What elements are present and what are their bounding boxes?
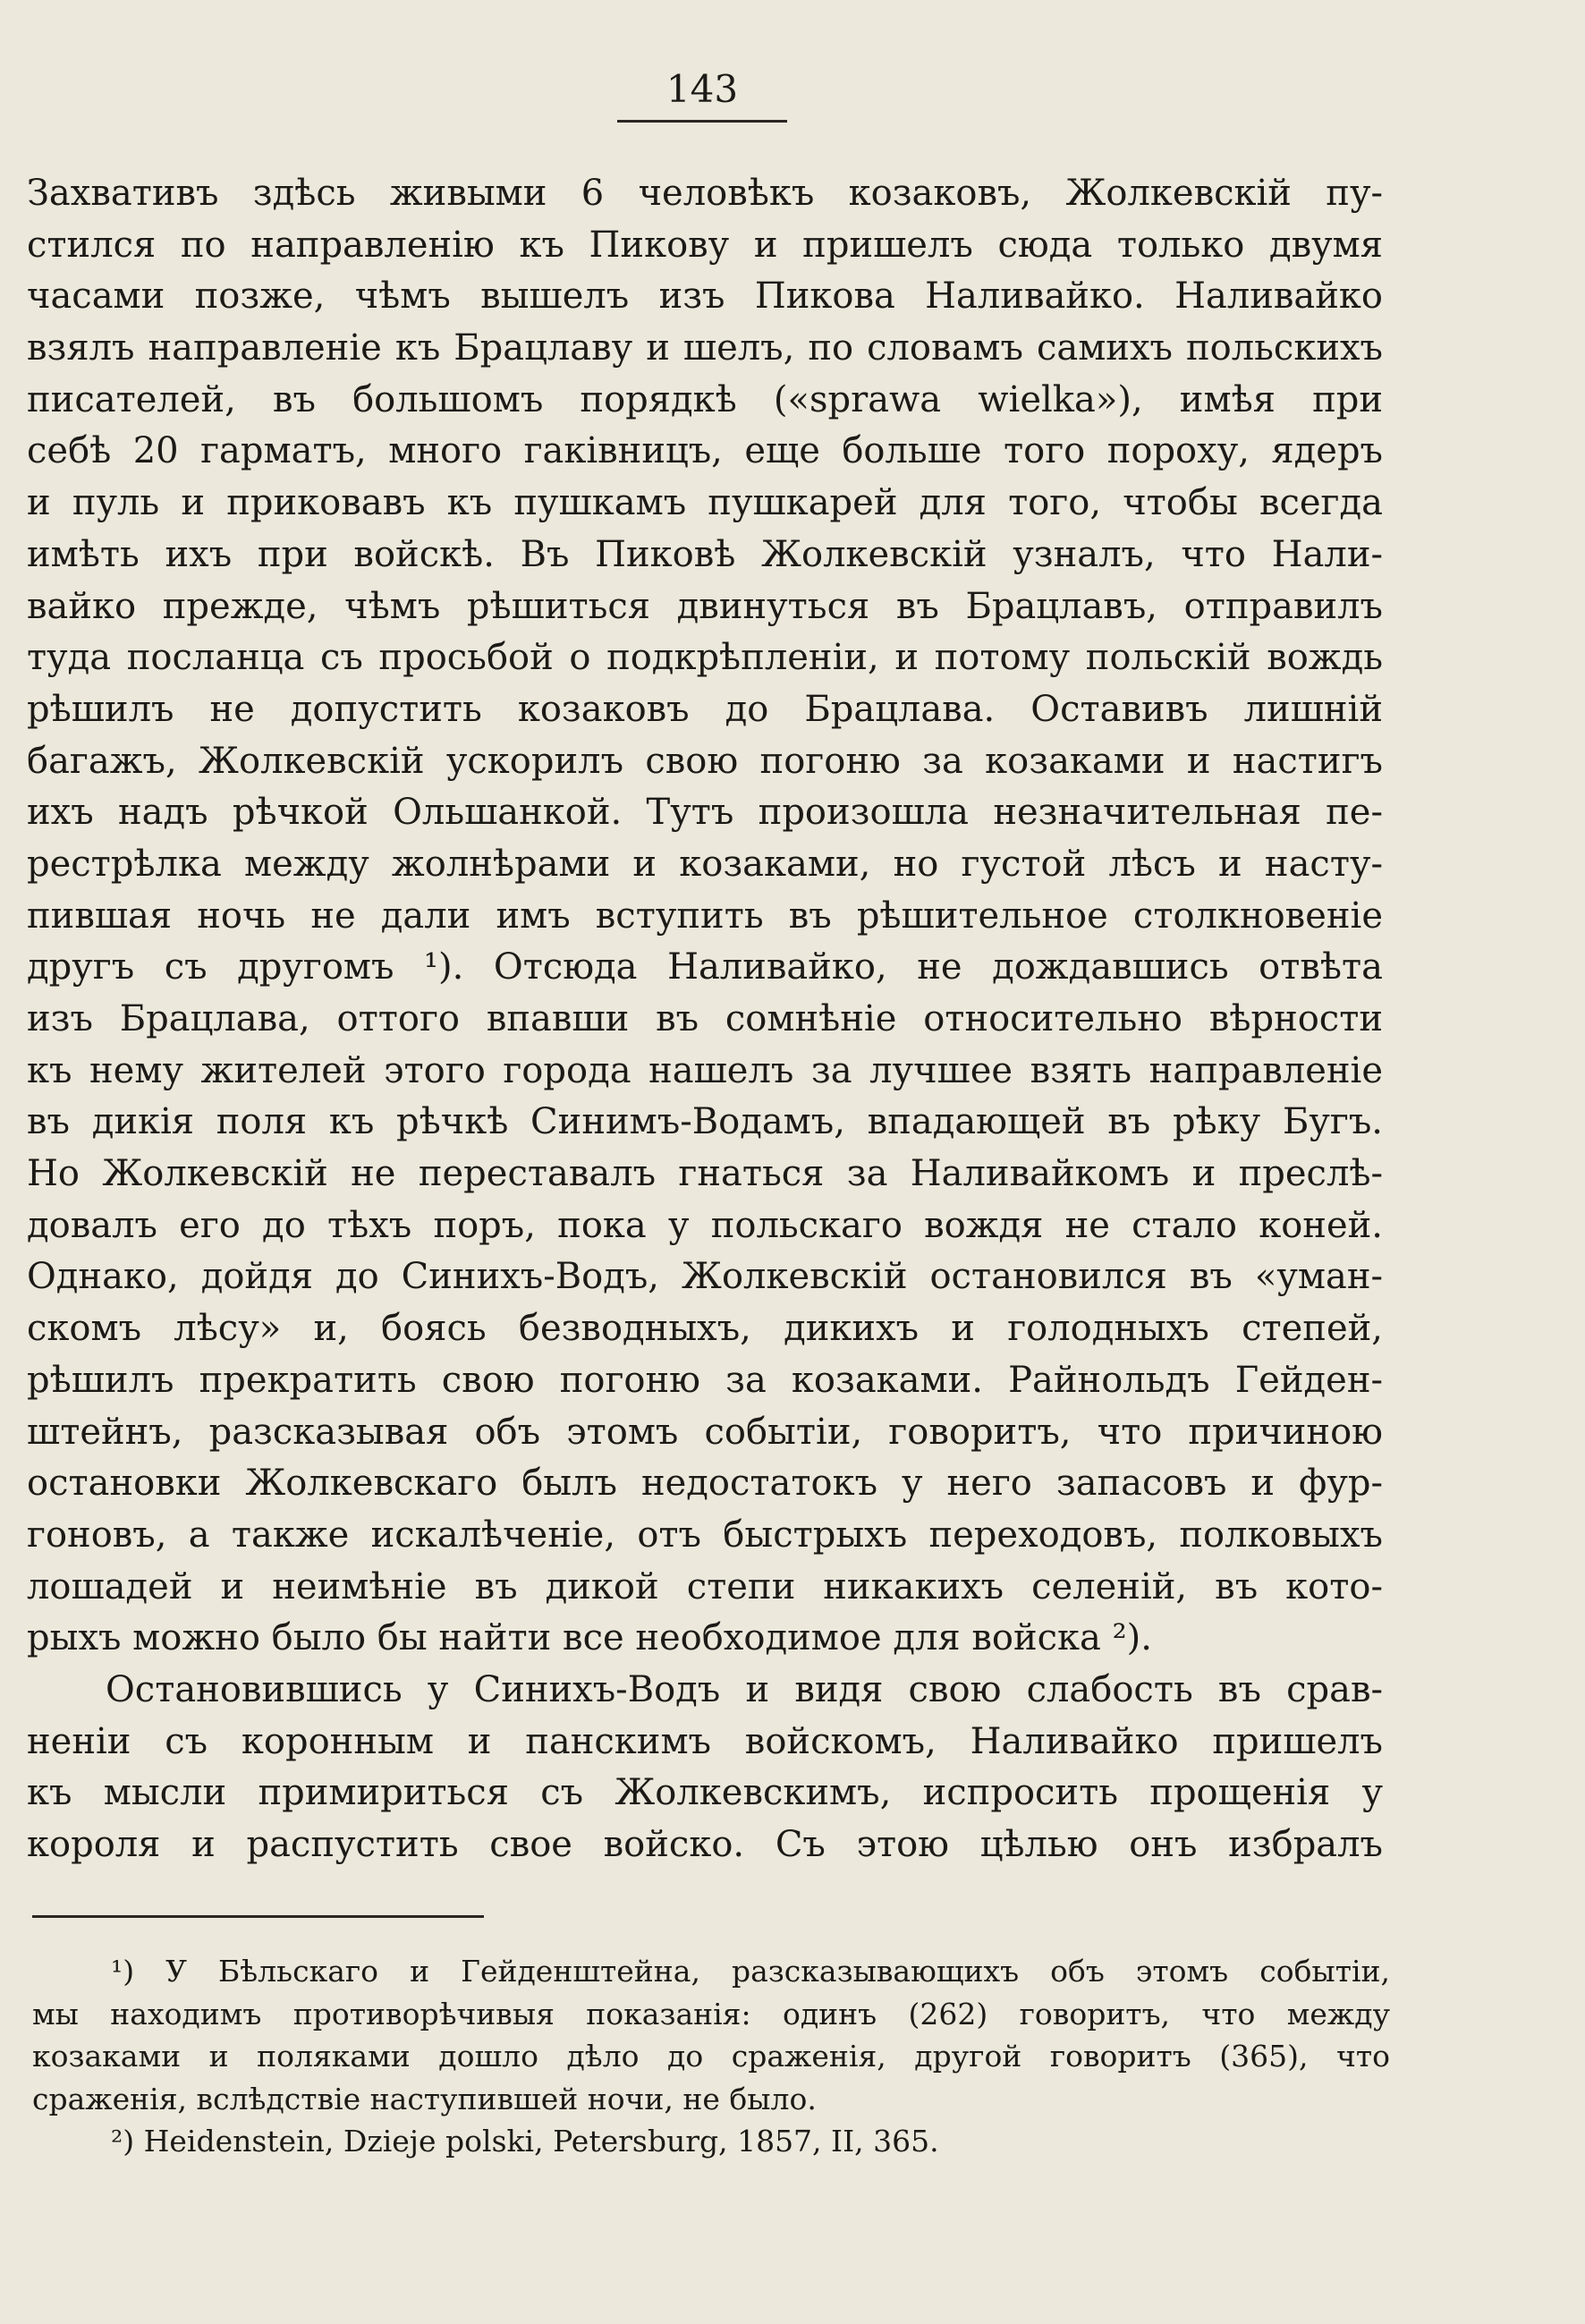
- text-line: къ нему жителей этого города нашелъ за лучшее взять направленіе: [27, 1049, 1383, 1091]
- text-line: довалъ его до тѣхъ поръ, пока у польскаго вождя не стало коней.: [27, 1204, 1383, 1246]
- text-line: Захвативъ здѣсь живыми 6 человѣкъ козаковъ, Жолкевскій пу-: [27, 173, 1383, 214]
- footnote-line: мы находимъ противорѣчивыя показанія: одинъ (262) говоритъ, что между: [32, 1996, 1390, 2031]
- text-line: изъ Брацлава, оттого впавши въ сомнѣніе относительно вѣрности: [27, 998, 1383, 1039]
- footnote-line: ²) Heidenstein, Dzieje polski, Petersburg, 1857, II, 365.: [111, 2124, 939, 2159]
- text-line: неніи съ коронным и панскимъ войскомъ, Наливайко пришелъ: [27, 1720, 1383, 1762]
- text-line: вайко прежде, чѣмъ рѣшиться двинуться въ Брацлавъ, отправилъ: [27, 585, 1383, 627]
- text-line: рестрѣлка между жолнѣрами и козаками, но густой лѣсъ и насту-: [27, 843, 1383, 885]
- text-line: Остановившись у Синихъ-Водъ и видя свою слабость въ срав-: [106, 1668, 1383, 1710]
- text-line: часами позже, чѣмъ вышелъ изъ Пикова Наливайко. Наливайко: [27, 276, 1383, 318]
- main-text: [27, 168, 1383, 1871]
- page-number-rule: [617, 120, 787, 123]
- text-line: другъ съ другомъ ¹). Отсюда Наливайко, не дождавшись отвѣта: [27, 946, 1383, 988]
- footnote-line: сраженія, вслѣдствіе наступившей ночи, не было.: [32, 2081, 817, 2116]
- footnotes: [32, 1950, 1390, 2163]
- page-number: 143: [665, 67, 739, 111]
- text-line: рѣшилъ прекратить свою погоню за козаками. Райнольдъ Гейден-: [27, 1359, 1383, 1401]
- text-line: взялъ направленіе къ Брацлаву и шелъ, по словамъ самихъ польскихъ: [27, 327, 1383, 369]
- text-line: писателей, въ большомъ порядкѣ («sprawa wielka»), имѣя при: [27, 378, 1383, 420]
- text-line: штейнъ, разсказывая объ этомъ событіи, говоритъ, что причиною: [27, 1411, 1383, 1453]
- text-line: имѣть ихъ при войскѣ. Въ Пиковѣ Жолкевскій узналъ, что Нали-: [27, 533, 1383, 575]
- text-line: короля и распустить свое войско. Съ этою цѣлью онъ избралъ: [27, 1824, 1383, 1865]
- footnote-rule: [32, 1915, 484, 1918]
- text-line: къ мысли примириться съ Жолкевскимъ, испросить прощенія у: [27, 1772, 1383, 1814]
- text-line: и пуль и приковавъ къ пушкамъ пушкарей для того, чтобы всегда: [27, 482, 1383, 524]
- text-line: рыхъ можно было бы найти все необходимое для войска ²).: [27, 1617, 1152, 1659]
- text-line: себѣ 20 гарматъ, много гаківницъ, еще больше того пороху, ядеръ: [27, 430, 1383, 472]
- text-line: остановки Жолкевскаго былъ недостатокъ у него запасовъ и фур-: [27, 1463, 1383, 1505]
- footnote-line: ¹) У Бѣльскаго и Гейденштейна, разсказывающихъ объ этомъ событіи,: [111, 1954, 1390, 1989]
- text-line: туда посланца съ просьбой о подкрѣпленіи, и потому польскій вождь: [27, 637, 1383, 679]
- text-line: гоновъ, а также искалѣченіе, отъ быстрыхъ переходовъ, полковыхъ: [27, 1514, 1383, 1556]
- footnote-line: козаками и поляками дошло дѣло до сраженія, другой говоритъ (365), что: [32, 2039, 1390, 2074]
- text-line: скомъ лѣсу» и, боясь безводныхъ, дикихъ и голодныхъ степей,: [27, 1308, 1383, 1350]
- text-line: Но Жолкевскій не переставалъ гнаться за Наливайкомъ и преслѣ-: [27, 1153, 1383, 1195]
- text-line: багажъ, Жолкевскій ускорилъ свою погоню за козаками и настигъ: [27, 740, 1383, 782]
- text-line: ихъ надъ рѣчкой Ольшанкой. Тутъ произошла незначительная пе-: [27, 792, 1383, 834]
- text-line: Однако, дойдя до Синихъ-Водъ, Жолкевскій остановился въ «уман-: [27, 1256, 1383, 1298]
- text-line: рѣшилъ не допустить козаковъ до Брацлава. Оставивъ лишній: [27, 688, 1383, 730]
- text-line: въ дикія поля къ рѣчкѣ Синимъ-Водамъ, впадающей въ рѣку Бугъ.: [27, 1101, 1383, 1143]
- text-line: стился по направленію къ Пикову и пришелъ сюда только двумя: [27, 224, 1383, 266]
- text-line: пившая ночь не дали имъ вступить въ рѣшительное столкновеніе: [27, 895, 1383, 937]
- text-line: лошадей и неимѣніе въ дикой степи никакихъ селеній, въ кото-: [27, 1565, 1383, 1607]
